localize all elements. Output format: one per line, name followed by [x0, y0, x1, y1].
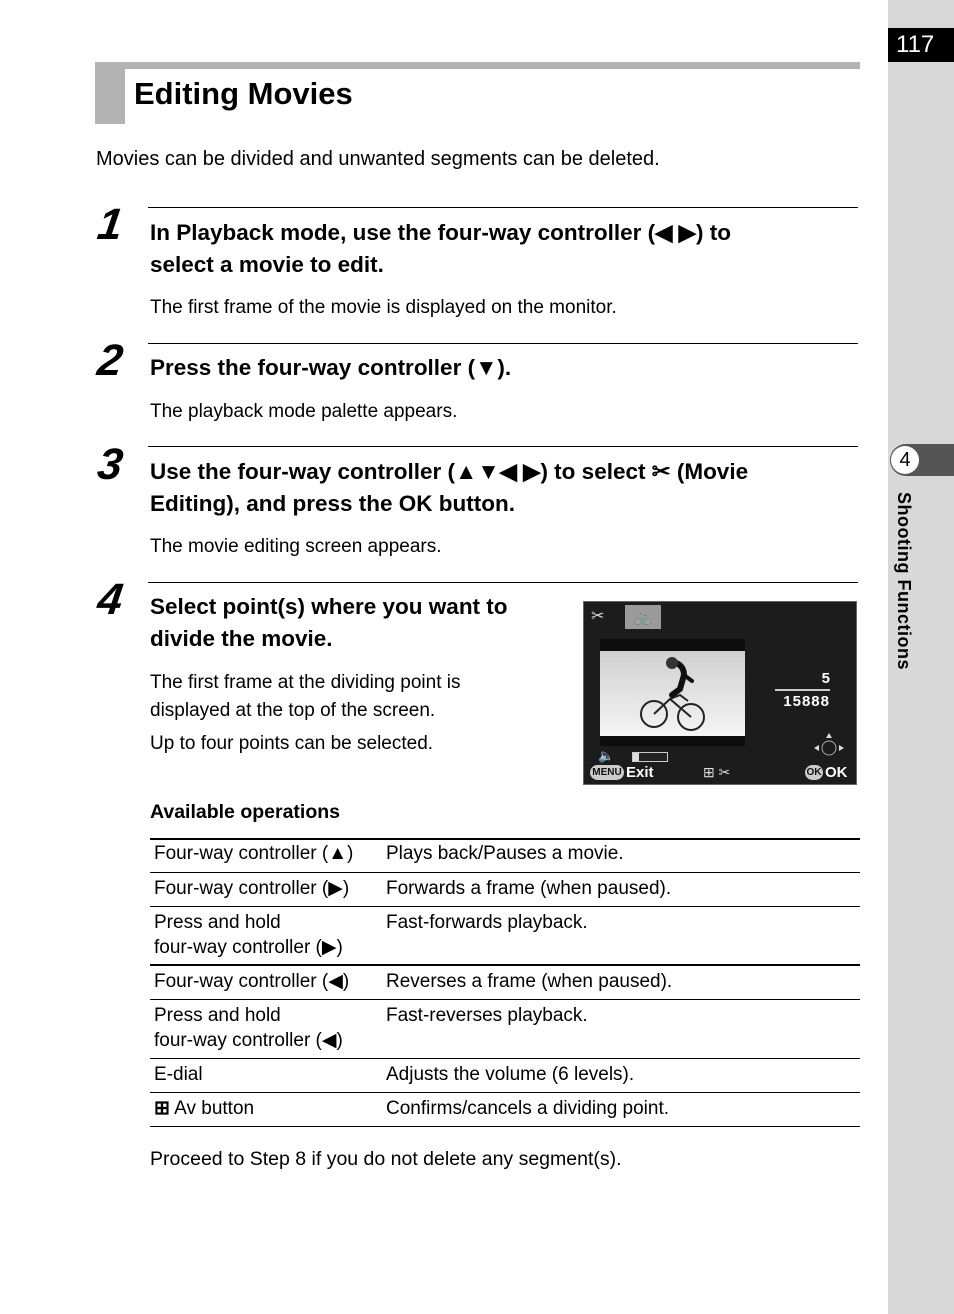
table-row [150, 1058, 860, 1092]
step-body: The movie editing screen appears. [150, 536, 442, 557]
step-number: 3 [94, 440, 126, 489]
volume-level [633, 753, 639, 761]
action-cell: Confirms/cancels a dividing point. [386, 1097, 670, 1119]
control-cell-text: Av button [174, 1097, 255, 1119]
table-row [150, 906, 860, 965]
control-cell: Press and hold four-way controller (▶) [154, 911, 343, 958]
step-title-line: divide the movie. [150, 626, 333, 651]
step-divider [148, 343, 858, 344]
step-title [150, 591, 508, 655]
step-number: 1 [94, 200, 126, 249]
step-number: 4 [94, 575, 126, 624]
exit-label: Exit [626, 764, 654, 781]
step-number: 2 [94, 336, 126, 385]
table-row [150, 838, 860, 872]
step-title-line: Press the four-way controller (▼). [150, 355, 512, 380]
step-body: Up to four points can be selected. [150, 733, 434, 754]
action-cell: Fast-reverses playback. [386, 1004, 588, 1026]
table-row [150, 1092, 860, 1126]
exposure-comp-icon: ⊞ ✂ [703, 764, 731, 780]
frame-count: 5 [821, 670, 830, 687]
step-divider [148, 446, 858, 447]
operations-heading: Available operations [150, 801, 341, 823]
movie-edit-icon: ✂ [591, 608, 605, 625]
action-cell: Plays back/Pauses a movie. [386, 843, 624, 864]
exposure-comp-icon: ⊞ [154, 1097, 170, 1119]
step-title-line: Select point(s) where you want to [150, 594, 508, 619]
step-divider [148, 582, 858, 583]
control-cell: E-dial [154, 1063, 203, 1085]
volume-icon: 🔈 [598, 748, 615, 763]
outro-text: Proceed to Step 8 if you do not delete any segment(s). [150, 1148, 622, 1170]
chapter-number: 4 [891, 446, 919, 474]
table-row [150, 872, 860, 906]
action-cell: Forwards a frame (when paused). [386, 877, 672, 899]
step-body: The first frame at the dividing point is [150, 672, 461, 693]
control-cell: Press and hold four-way controller (◀) [154, 1004, 343, 1051]
table-row [150, 999, 860, 1058]
step-title [150, 456, 748, 520]
step-title-line: In Playback mode, use the four-way controller (◀ ▶) to [150, 220, 731, 245]
control-cell: Four-way controller (◀) [154, 971, 350, 992]
step-body: The first frame of the movie is displayed on the monitor. [150, 297, 617, 318]
step-title [150, 217, 731, 281]
heading-block [95, 62, 125, 124]
action-cell: Reverses a frame (when paused). [386, 971, 673, 992]
control-cell: Four-way controller (▲) [154, 843, 354, 864]
four-way-controller-icon [812, 731, 846, 759]
step-body: displayed at the top of the screen. [150, 700, 436, 721]
ok-label: OK [825, 764, 848, 781]
cyclist-image [600, 651, 745, 736]
total-frames: 15888 [783, 693, 830, 710]
step-title-line: select a movie to edit. [150, 252, 384, 277]
table-row [150, 965, 860, 999]
ok-button-badge: OK [806, 767, 822, 778]
step-title [150, 352, 511, 384]
movie-frame [600, 651, 745, 736]
menu-button-badge: MENU [590, 765, 624, 780]
page-title: Editing Movies [134, 76, 353, 111]
operations-table [150, 838, 860, 1127]
intro-text: Movies can be divided and unwanted segments can be deleted. [96, 148, 660, 170]
chapter-title: Shooting Functions [894, 492, 914, 670]
frame-divider [775, 689, 830, 691]
heading-bar [95, 62, 860, 69]
page-number: 117 [888, 28, 954, 62]
step-title-line: Use the four-way controller (▲▼◀ ▶) to select ✂ (Movie [150, 459, 749, 484]
action-cell: Adjusts the volume (6 levels). [386, 1063, 635, 1085]
step-title-line: Editing), and press the OK button. [150, 491, 515, 516]
action-cell: Fast-forwards playback. [386, 911, 588, 933]
movie-thumbnail-icon: 🚲 [625, 605, 661, 629]
control-cell: Four-way controller (▶) [154, 877, 350, 899]
step-body: The playback mode palette appears. [150, 401, 458, 422]
control-cell [150, 1092, 382, 1126]
step-divider [148, 207, 858, 208]
